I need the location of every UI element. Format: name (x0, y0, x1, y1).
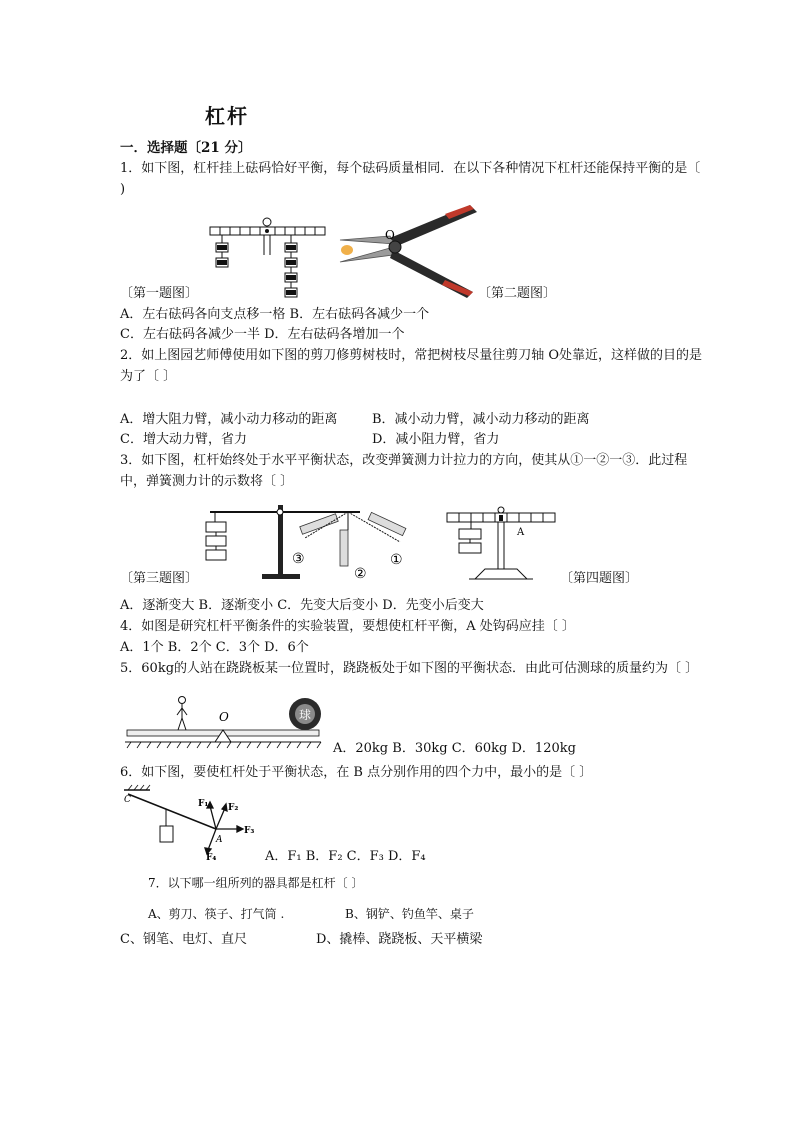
q2-option-c: C．增大动力臂，省力 (120, 432, 247, 447)
q7-option-a: A、剪刀、筷子、打气筒 . (148, 907, 285, 921)
fig6-force-diagram (120, 784, 265, 864)
fig4-label-a: A (517, 527, 525, 538)
q7-stem: 7．以下哪一组所列的器具都是杠杆〔 〕 (148, 876, 364, 890)
q3-stem-line2: 中，弹簧测力计的示数将〔 〕 (120, 474, 294, 489)
mark-3: ③ (292, 551, 305, 567)
q3-stem-line1: 3．如下图，杠杆始终处于水平平衡状态，改变弹簧测力计拉力的方向，使其从①一②一③．此过程 (120, 453, 688, 468)
ball-label: 球 (299, 708, 312, 722)
q5-stem: 5．60kg的人站在跷跷板某一位置时，跷跷板处于如下图的平衡状态．由此可估测球的质量约为〔 〕 (120, 661, 699, 676)
fig6-label-a: A (216, 835, 223, 845)
q7-option-c: C、钢笔、电灯、直尺 (120, 932, 247, 947)
q2-stem-line2: 为了〔 〕 (120, 369, 177, 384)
mark-2: ② (354, 566, 367, 582)
scissor-axis-label: O (385, 228, 395, 242)
section-heading: 一．选择题〔21 分〕 (120, 140, 252, 156)
page-title: 杠杆 (205, 104, 249, 128)
q2-option-d: D．减小阻力臂，省力 (372, 432, 500, 447)
q3-options: A．逐渐变大 B．逐渐变小 C．先变大后变小 D．先变小后变大 (120, 598, 484, 613)
q6-stem: 6．如下图，要使杠杆处于平衡状态，在 B 点分别作用的四个力中，最小的是〔 〕 (120, 765, 593, 780)
q1-stem-line1: 1．如下图，杠杆挂上砝码恰好平衡，每个砝码质量相同．在以下各种情况下杠杆还能保持平衡的是〔 (120, 161, 701, 176)
fig5-label-o: O (219, 710, 229, 724)
fig1-lever-diagram (205, 213, 330, 303)
fig2-caption: 〔第二题图〕 (478, 286, 557, 301)
q4-stem: 4．如图是研究杠杆平衡条件的实验装置，要想使杠杆平衡，A 处钩码应挂〔 〕 (120, 619, 575, 634)
fig3-caption: 〔第三题图〕 (120, 571, 199, 586)
q7-option-b: B、钢铲、钓鱼竿、桌子 (345, 907, 474, 921)
q1-options-line1: A．左右砝码各向支点移一格 B．左右砝码各减少一个 (120, 307, 430, 322)
q7-option-d: D、撬棒、跷跷板、天平横梁 (316, 932, 483, 947)
q1-options-line2: C．左右砝码各减少一半 D．左右砝码各增加一个 (120, 327, 405, 342)
q5-options: A．20kg B．30kg C．60kg D．120kg (333, 741, 576, 756)
fig3-lever-spring-diagram (200, 500, 415, 585)
q2-stem-line1: 2．如上图园艺师傅使用如下图的剪刀修剪树枝时，常把树枝尽量往剪刀轴 O处靠近，这样做的目的是 (120, 348, 703, 363)
q4-options: A．1个 B．2个 C．3个 D．6个 (120, 640, 309, 655)
q6-options: A．F₁ B．F₂ C．F₃ D．F₄ (265, 849, 426, 864)
q2-option-b: B．减小动力臂，减小动力移动的距离 (372, 412, 590, 427)
q1-stem-line2: ) (120, 182, 126, 197)
fig2-shears-diagram (335, 200, 485, 300)
mark-1: ① (390, 552, 403, 568)
fig5-seesaw-diagram (125, 688, 325, 752)
force-f2-label: F₂ (228, 803, 239, 813)
force-f4-label: F₄ (206, 853, 217, 863)
fig4-caption: 〔第四题图〕 (560, 571, 639, 586)
force-f1-label: F₁ (198, 799, 209, 809)
fig1-caption: 〔第一题图〕 (120, 286, 199, 301)
fig6-label-c: C (124, 795, 131, 805)
fig4-lever-experiment-diagram (445, 505, 557, 585)
q2-option-a: A．增大阻力臂，减小动力移动的距离 (120, 412, 338, 427)
force-f3-label: F₃ (244, 826, 255, 836)
